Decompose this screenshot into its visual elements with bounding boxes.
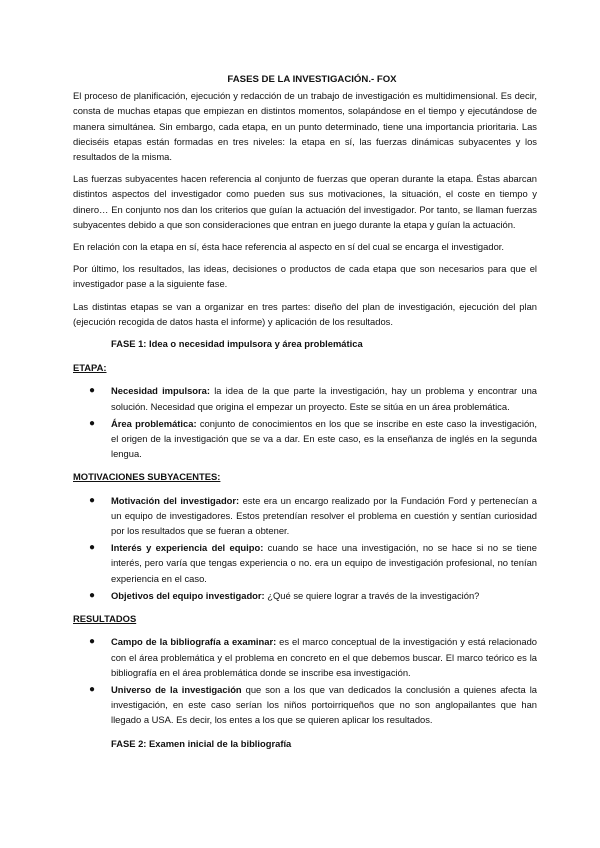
- list-item: [73, 540, 537, 586]
- item-text: este era un encargo realizado por la Fundación Ford y pertenecían a un equipo de investigadores. Estos pretendían resolver el problema en cuestión y sentían curiosidad por los resultados que se fueran a obtener.: [111, 494, 537, 537]
- list-item: [73, 682, 537, 728]
- bullet-icon: ●: [89, 589, 96, 601]
- bullet-icon: ●: [89, 683, 96, 695]
- forces-paragraph: Las fuerzas subyacentes hacen referencia al conjunto de fuerzas que operan durante la etapa. Éstas abarcan distintos aspectos del investigador como pueden sus sus motivaciones, la situación, el coste en tiempo y dinero… En conjunto nos dan los criterios que guían la actuación del investigador. Por tanto, se llaman fuerzas subyacentes debido a que son consideraciones que entran en juego durante la etapa y guían la actuación.: [73, 173, 537, 230]
- motivaciones-list: [73, 493, 537, 603]
- results-paragraph: Por último, los resultados, las ideas, decisiones o productos de cada etapa que son necesarios para que el investigador pase a la siguiente fase.: [73, 263, 537, 290]
- list-item: [73, 493, 537, 539]
- bullet-icon: ●: [89, 417, 96, 429]
- etapa-heading: ETAPA:: [73, 362, 107, 374]
- list-item: [73, 416, 537, 462]
- phase-1-heading: FASE 1: Idea o necesidad impulsora y área problemática: [111, 338, 363, 350]
- bullet-icon: ●: [89, 385, 96, 397]
- bullet-icon: ●: [89, 542, 96, 554]
- item-term: Área problemática:: [111, 417, 197, 429]
- stage-paragraph: En relación con la etapa en sí, ésta hace referencia al aspecto en sí del cual se encarga el investigador.: [73, 241, 504, 253]
- item-term: Campo de la bibliografía a examinar:: [111, 636, 277, 648]
- document-title: FASES DE LA INVESTIGACIÓN.- FOX: [227, 74, 397, 85]
- item-text: cuando se hace una investigación, no se hace si no se tiene interés, pero varía que tengas experiencia o no. era un equipo de investigación profesional, no tenían experiencia en el caso.: [111, 542, 537, 584]
- item-text: ¿Qué se quiere lograr a través de la investigación?: [264, 589, 480, 601]
- etapa-list: [73, 383, 537, 461]
- item-term: Motivación del investigador:: [111, 494, 240, 506]
- resultados-heading: RESULTADOS: [73, 613, 137, 625]
- resultados-list: [73, 634, 537, 727]
- item-term: Objetivos del equipo investigador:: [111, 589, 265, 601]
- item-term: Interés y experiencia del equipo:: [111, 542, 264, 554]
- intro-paragraph: El proceso de planificación, ejecución y redacción de un trabajo de investigación es multidimensional. Es decir, consta de muchas etapas que empiezan en distintos momentos, solapándose en el tiempo y ejecutándose de manera simultánea. Sin embargo, cada etapa, en un punto determinado, tiene una importancia prioritaria. Las dieciséis etapas están formadas en tres niveles: la etapa en sí, las fuerzas dinámicas subyacentes y los resultados de la misma.: [73, 90, 537, 163]
- parts-paragraph: Las distintas etapas se van a organizar en tres partes: diseño del plan de investigación, ejecución del plan (ejecución recogida de datos hasta el informe) y aplicación de los resultados.: [73, 300, 537, 327]
- bullet-icon: ●: [89, 494, 96, 506]
- item-text: conjunto de conocimientos en los que se inscribe en este caso la investigación, el origen de la investigación que se va a dar. En este caso, es la enseñanza de inglés en la segunda lengua.: [111, 417, 537, 460]
- bullet-icon: ●: [89, 636, 96, 648]
- motivaciones-heading: MOTIVACIONES SUBYACENTES:: [73, 471, 221, 483]
- item-term: Universo de la investigación: [111, 683, 242, 695]
- list-item: [73, 634, 537, 680]
- list-item: [73, 588, 537, 603]
- item-text: la idea de la que parte la investigación, hay un problema y encontrar una solución. Necesidad que origina el empezar un proyecto. Este se sitúa en un área problemática.: [111, 385, 537, 412]
- phase-2-heading: FASE 2: Examen inicial de la bibliografía: [111, 737, 292, 749]
- item-text: es el marco conceptual de la investigación y está relacionado con el área problemática y el problema en concreto en el que debemos buscar. El marco teórico es la bibliografía en el área problemática donde se inscribe esa investigación.: [111, 636, 537, 678]
- item-term: Necesidad impulsora:: [111, 385, 211, 397]
- list-item: [73, 383, 537, 413]
- item-text: que son a los que van dedicados la conclusión a quienes afecta la investigación, en este caso serían los niños portoirriqueños que no son anglopailantes que han llegado a USA. Es decir, los entes a los que se quieren aplicar los resultados.: [111, 683, 537, 726]
